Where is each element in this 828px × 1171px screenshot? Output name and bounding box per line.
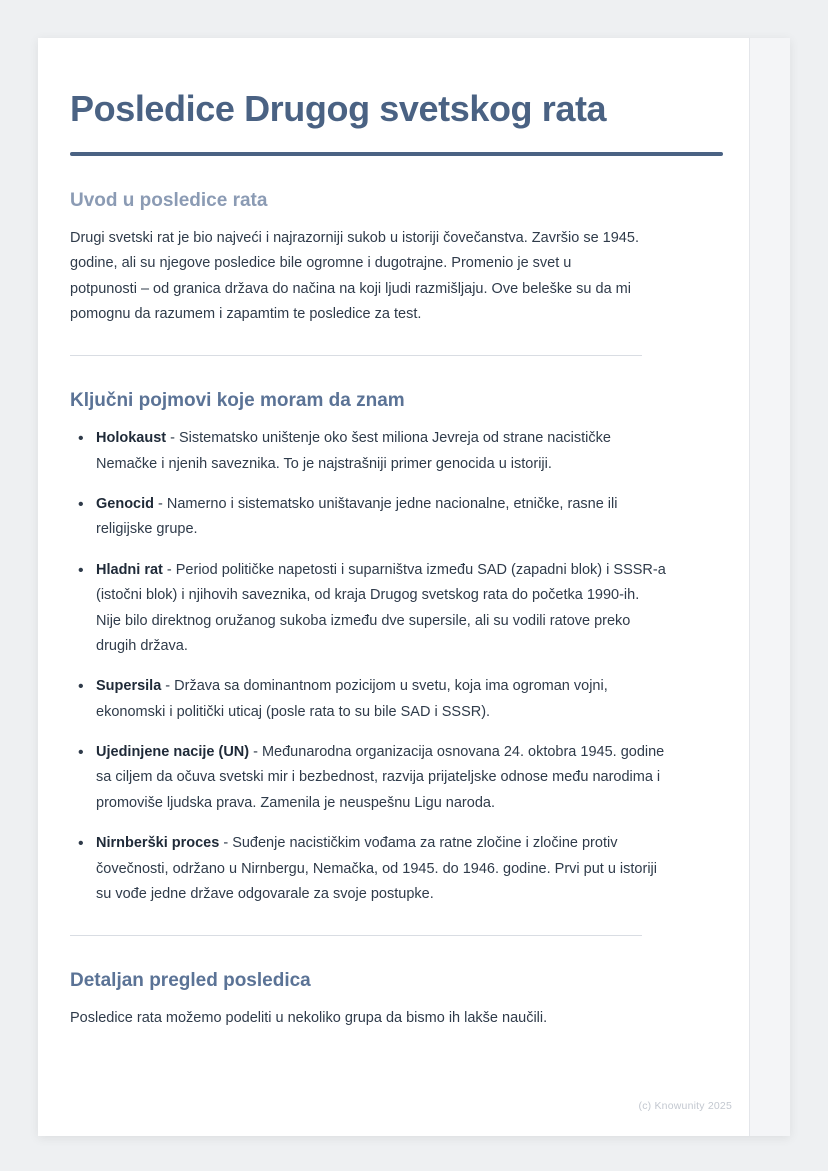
key-terms-list: [70, 426, 670, 907]
term-definition: - Država sa dominantnom pozicijom u svetu, koja ima ogroman vojni, ekonomski i politički uticaj (posle rata to su bile SAD i SSSR).: [96, 678, 608, 720]
term-definition: - Namerno i sistematsko uništavanje jedne nacionalne, etničke, rasne ili religijske grupe.: [96, 496, 618, 538]
document-page: [38, 38, 790, 1136]
title-divider: [70, 152, 723, 156]
section-heading-detailed-overview: Detaljan pregled posledica: [70, 970, 311, 992]
list-item: [70, 740, 666, 816]
term-label: Genocid: [96, 496, 155, 512]
list-item: [70, 674, 666, 725]
list-item: [70, 831, 666, 907]
scrollbar-gutter[interactable]: [749, 38, 790, 1136]
term-label: Holokaust: [96, 430, 167, 447]
page-content-area: [38, 38, 750, 1136]
term-label: Nirnberški proces: [96, 835, 220, 852]
document-body: [70, 58, 670, 1038]
section-divider-1: [70, 355, 642, 356]
list-item: [70, 492, 666, 543]
term-definition: - Period političke napetosti i suparništva između SAD (zapadni blok) i SSSR-a (istočni blok) i njihovih saveznika, od kraja Drugog svetskog rata do početka 1990-ih. Nije bilo direktnog oružanog sukoba između dve supersile, ali su vodili ratove preko drugih država.: [96, 561, 666, 654]
section-paragraph-intro: Drugi svetski rat je bio najveći i najrazorniji sukob u istoriji čovečanstva. Završio se 1945. godine, ali su njegove posledice bile ogromne i dugotrajne. Promenio je svet u potpunosti – od granica država do načina na koji ljudi razmišljaju. Ove beleške su da mi pomognu da razumem i zapamtim te posledice za test.: [70, 229, 639, 322]
section-paragraph-detailed-overview: Posledice rata možemo podeliti u nekoliko grupa da bismo ih lakše naučili.: [70, 1010, 548, 1027]
copyright-footer: (c) Knowunity 2025: [638, 1100, 732, 1112]
list-item: [70, 426, 666, 477]
page-title: Posledice Drugog svetskog rata: [70, 88, 607, 129]
term-label: Ujedinjene nacije (UN): [96, 744, 250, 760]
section-heading-key-terms: Ključni pojmovi koje moram da znam: [70, 390, 405, 412]
term-definition: - Suđenje nacističkim vođama za ratne zločine i zločine protiv čovečnosti, održano u Nirnbergu, Nemačka, od 1945. do 1946. godine. Prvi put u istoriji su vođe jedne države odgovarale za svoje postupke.: [96, 835, 657, 902]
term-label: Hladni rat: [96, 561, 163, 578]
term-definition: - Međunarodna organizacija osnovana 24. oktobra 1945. godine sa ciljem da očuva svetski mir i bezbednost, razvija prijateljske odnose među narodima i promoviše ljudska prava. Zamenila je neuspešnu Ligu naroda.: [96, 744, 665, 811]
term-label: Supersila: [96, 678, 162, 695]
section-divider-2: [70, 935, 642, 936]
list-item: [70, 558, 666, 660]
term-definition: - Sistematsko uništenje oko šest miliona Jevreja od strane nacističke Nemačke i njenih saveznika. To je najstrašniji primer genocida u istoriji.: [96, 430, 611, 472]
section-heading-intro: Uvod u posledice rata: [70, 189, 268, 211]
